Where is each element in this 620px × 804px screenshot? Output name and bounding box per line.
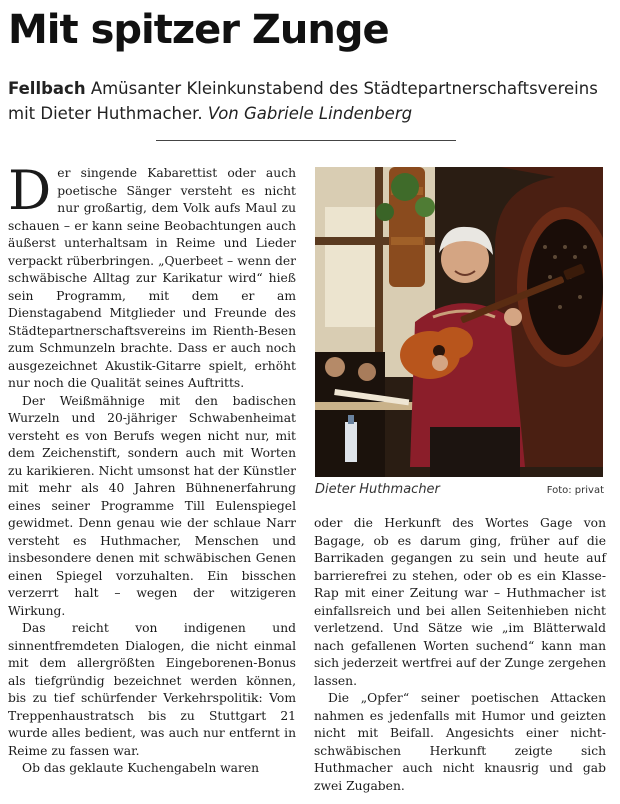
article-column-left	[8, 159, 296, 778]
paragraph-2: Der Weißmähnige mit den badischen Wurzeln und 20-jähriger Schwabenheimat versteht es von Berufs wegen nicht nur, mit dem Zeichenstift, sondern auch mit Worten zu karikieren. Nicht umsonst hat der Künstler mit mehr als 40 Jahren Bühnenerfahrung eines seiner Programme Till Eulenspiegel gewidmet. Denn genau wie der schlaue Narr versteht es Huthmacher, Menschen und insbesondere denen mit schwäbischen Genen einen Spiegel vorzuhalten. Ein bisschen verzerrt halt – wegen der witzigeren Wirkung.	[8, 393, 296, 618]
article-column-right	[314, 515, 606, 795]
performer-photo-illustration	[315, 167, 603, 477]
deck-text: Amüsanter Kleinkunstabend des Städtepartnerschaftsvereins mit Dieter Huthmacher.	[8, 79, 598, 123]
paragraph-3: Das reicht von indigenen und sinnentfremdeten Dialogen, die nicht einmal mit dem allergrößten Eingeborenen-Bonus als tiefgründig bezeichnet werden können, bis zu tief schürfender Verkehrspolitik: Vom Treppenhaustratsch bis zu Stuttgart 21 wurde alles bedient, was auch nur entfernt in Reime zu fassen war.	[8, 621, 296, 758]
paragraph-6: Die „Opfer“ seiner poetischen Attacken nahmen es jedenfalls mit Humor und geizten nicht mit Beifall. Angesichts einer nicht-schwäbischen Herkunft zeigte sich Huthmacher auch nicht knausrig und gab zwei Zugaben.	[314, 691, 606, 793]
paragraph-5: oder die Herkunft des Wortes Gage von Bagage, ob es darum ging, früher auf die Barrikaden gegangen zu sein und heute auf barrierefrei zu stehen, oder ob es ein Klasse-Rap mit einer Zeitung war – Huthmacher ist einfallsreich und bei allen Seitenhieben nicht verletzend. Und Sätze wie „im Blätterwald nach gefallenen Worten suchend“ kann man sich jederzeit wertfrei auf der Zunge zergehen lassen.	[314, 516, 606, 688]
paragraph-1	[8, 159, 296, 393]
drop-cap: D	[8, 159, 52, 222]
photo-caption: Dieter Huthmacher	[315, 482, 440, 497]
paragraph-4: Ob das geklaute Kuchengabeln waren	[22, 761, 260, 775]
byline: Von Gabriele Lindenberg	[207, 104, 413, 123]
article-deck	[8, 76, 612, 126]
performer-photo	[315, 167, 603, 477]
divider-rule	[156, 140, 456, 141]
photo-credit: Foto: privat	[546, 485, 604, 496]
paragraph-1-text: er singende Kabarettist oder auch poetische Sänger versteht es nicht nur großartig, dem Volk aufs Maul zu schauen – er kann seine Beobachtungen auch äußerst unterhaltsam in Reime und Lieder verpackt rüberbringen. „Querbeet – wenn der schwäbische Alltag zur Karikatur wird“ hieß sein Programm, mit dem er am Dienstagabend Mitglieder und Freunde des Städtepartnerschaftsvereins im Rienth-Besen zum Schmunzeln brachte. Dass er auch noch ausgezeichnet Akustik-Gitarre spielt, erhöht nur noch die Qualität seines Auftritts.	[8, 166, 296, 390]
deck-place: Fellbach	[8, 79, 86, 98]
headline: Mit spitzer Zunge	[8, 7, 389, 53]
